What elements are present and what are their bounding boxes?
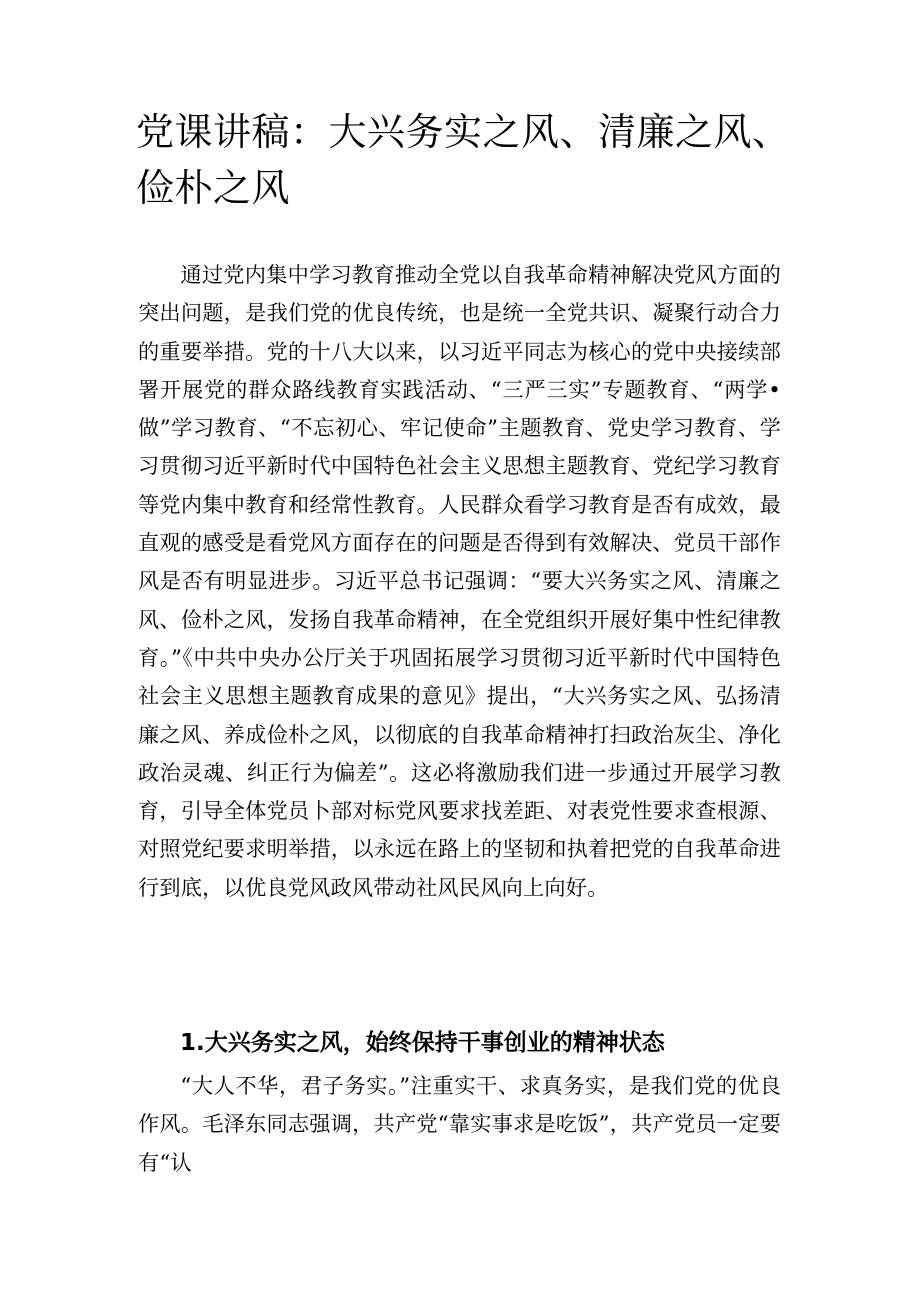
section-paragraph: “大人不华，君子务实。”注重实干、求真务实，是我们党的优良作风。毛泽东同志强调，共产党“靠实事求是吃饭”，共产党员一定要有“认 bbox=[138, 1073, 781, 1175]
intro-paragraph: 通过党内集中学习教育推动全党以自我革命精神解决党风方面的突出问题，是我们党的优良传统，也是统一全党共识、凝聚行动合力的重要举措。党的十八大以来，以习近平同志为核心的党中央接续部署开展党的群众路线教育实践活动、“三严三实”专题教育、“两学•做”学习教育、“不忘初心、牢记使命”主题教育、党史学习教育、学习贯彻习近平新时代中国特色社会主义思想主题教育、党纪学习教育等党内集中教育和经常性教育。人民群众看学习教育是否有成效，最直观的感受是看党风方面存在的问题是否得到有效解决、党员干部作风是否有明显进步。习近平总书记强调：“要大兴务实之风、清廉之风、俭朴之风，发扬自我革命精神，在全党组织开展好集中性纪律教育。”《中共中央办公厅关于巩固拓展学习贯彻习近平新时代中国特色社会主义思想主题教育成果的意见》提出，“大兴务实之风、弘扬清廉之风、养成俭朴之风，以彻底的自我革命精神打扫政治灰尘、净化政治灵魂、纠正行为偏差”。这必将激励我们进一步通过开展学习教育，引导全体党员卜部对标党风要求找差距、对表党性要求查根源、对照党纪要求明举措，以永远在路上的坚韧和执着把党的自我革命进行到底，以优良党风政风带动社风民风向上向好。 bbox=[138, 262, 781, 900]
section-heading: 1.大兴务实之风，始终保持干事创业的精神状态 bbox=[180, 1030, 665, 1056]
document-title: 党课讲稿：大兴务实之风、清廉之风、俭朴之风 bbox=[136, 110, 791, 210]
